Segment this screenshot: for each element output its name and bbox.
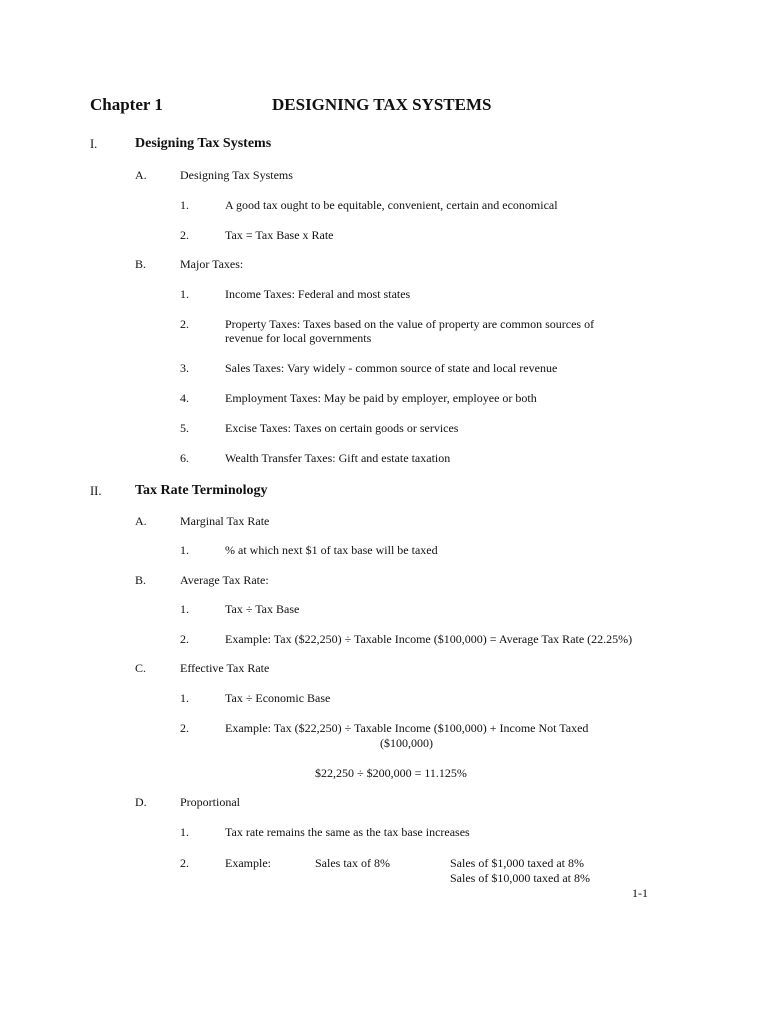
- item-number: 1.: [180, 602, 189, 616]
- item-text: Example: Tax ($22,250) ÷ Taxable Income ($100,000) + Income Not Taxed: [225, 721, 589, 735]
- section-numeral: I.: [90, 137, 98, 151]
- item-text: Sales Taxes: Vary widely - common source of state and local revenue: [225, 361, 558, 375]
- page-title: DESIGNING TAX SYSTEMS: [272, 95, 492, 114]
- subsection-title: Average Tax Rate:: [180, 573, 269, 587]
- section-numeral: II.: [90, 484, 102, 498]
- item-number: 1.: [180, 691, 189, 705]
- item-text: Property Taxes: Taxes based on the value of property are common sources of: [225, 317, 595, 331]
- item-text: Employment Taxes: May be paid by employer, employee or both: [225, 391, 537, 405]
- item-number: 3.: [180, 361, 189, 375]
- item-text: Tax rate remains the same as the tax base increases: [225, 825, 470, 839]
- example-tax-rate: Sales tax of 8%: [315, 856, 390, 870]
- subsection-letter: B.: [135, 573, 147, 587]
- subsection-letter: B.: [135, 257, 147, 271]
- item-text: Example: Tax ($22,250) ÷ Taxable Income ($100,000) = Average Tax Rate (22.25%): [225, 632, 633, 646]
- item-number: 1.: [180, 198, 189, 212]
- item-number: 2.: [180, 228, 189, 242]
- item-text: Tax = Tax Base x Rate: [225, 228, 334, 242]
- calculation-result: $22,250 ÷ $200,000 = 11.125%: [315, 766, 467, 780]
- page-number: 1-1: [632, 886, 648, 900]
- example-line-1: Sales of $1,000 taxed at 8%: [450, 856, 584, 870]
- item-text: A good tax ought to be equitable, convenient, certain and economical: [225, 198, 558, 212]
- subsection-letter: D.: [135, 795, 147, 809]
- item-number: 2.: [180, 632, 189, 646]
- item-text: Excise Taxes: Taxes on certain goods or services: [225, 421, 459, 435]
- item-number: 1.: [180, 825, 189, 839]
- item-text: Wealth Transfer Taxes: Gift and estate taxation: [225, 451, 451, 465]
- subsection-letter: C.: [135, 661, 147, 675]
- section-title: Tax Rate Terminology: [135, 483, 268, 498]
- item-text-continued: ($100,000): [380, 736, 433, 750]
- example-label: Example:: [225, 856, 271, 870]
- item-text: Income Taxes: Federal and most states: [225, 287, 411, 301]
- subsection-title: Major Taxes:: [180, 257, 244, 271]
- subsection-title: Marginal Tax Rate: [180, 514, 270, 528]
- item-number: 1.: [180, 287, 189, 301]
- subsection-title: Proportional: [180, 795, 240, 809]
- item-number: 1.: [180, 543, 189, 557]
- item-number: 5.: [180, 421, 189, 435]
- item-text: Tax ÷ Tax Base: [225, 602, 300, 616]
- chapter-label: Chapter 1: [90, 95, 163, 114]
- item-text: Tax ÷ Economic Base: [225, 691, 331, 705]
- item-text-continued: revenue for local governments: [225, 331, 372, 345]
- subsection-title: Designing Tax Systems: [180, 168, 293, 182]
- item-number: 2.: [180, 721, 189, 735]
- subsection-title: Effective Tax Rate: [180, 661, 270, 675]
- item-text: % at which next $1 of tax base will be taxed: [225, 543, 438, 557]
- section-title: Designing Tax Systems: [135, 136, 272, 151]
- item-number: 2.: [180, 856, 189, 870]
- item-number: 4.: [180, 391, 189, 405]
- item-number: 2.: [180, 317, 189, 331]
- example-line-2: Sales of $10,000 taxed at 8%: [450, 871, 590, 885]
- item-number: 6.: [180, 451, 189, 465]
- subsection-letter: A.: [135, 168, 147, 182]
- subsection-letter: A.: [135, 514, 147, 528]
